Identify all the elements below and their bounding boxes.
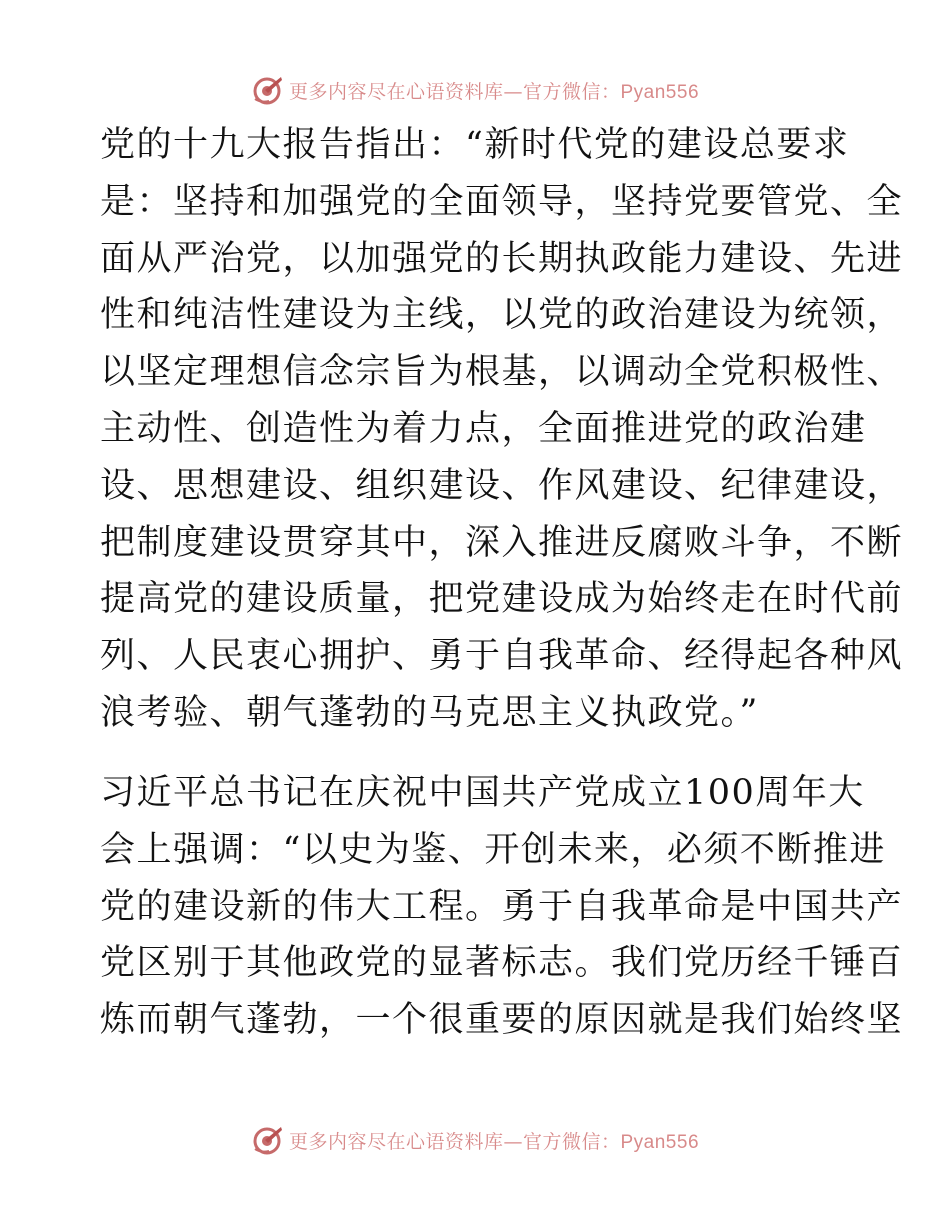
watermark-text [289,1127,699,1154]
text-line: 提高党的建设质量，把党建设成为始终走在时代前 [100,579,904,620]
text-line: 习近平总书记在庆祝中国共产党成立100周年大 [100,773,865,813]
paragraph-2 [100,765,904,1049]
watermark-dash: — [503,1130,523,1153]
seal-logo-icon [251,73,285,107]
paragraph-1 [100,117,904,742]
watermark-dash: — [503,80,523,103]
text-line: 是：坚持和加强党的全面领导，坚持党要管党、全 [100,181,904,222]
text-line: 党区别于其他政党的显著标志。我们党历经千锤百 [100,943,904,984]
watermark-contact-id: Pyan556 [620,81,700,103]
header-watermark [0,70,950,110]
watermark-contact-label: 官方微信： [522,80,621,103]
text-line: 设、思想建设、组织建设、作风建设、纪律建设， [100,465,904,506]
text-line: 面从严治党，以加强党的长期执政能力建设、先进 [100,238,904,279]
watermark-brand: 更多内容尽在心语资料库 [288,1130,504,1153]
text-line: 会上强调：“以史为鉴、开创未来，必须不断推进 [100,829,886,870]
text-line: 党的建设新的伟大工程。勇于自我革命是中国共产 [100,886,904,927]
text-line: 列、人民衷心拥护、勇于自我革命、经得起各种风 [100,636,904,677]
watermark-contact-label: 官方微信： [522,1130,621,1153]
text-line: 性和纯洁性建设为主线，以党的政治建设为统领， [100,295,904,336]
seal-logo-icon [251,1123,285,1157]
watermark-brand: 更多内容尽在心语资料库 [288,80,504,103]
text-line: 主动性、创造性为着力点，全面推进党的政治建 [100,408,867,449]
text-line: 党的十九大报告指出：“新时代党的建设总要求 [100,125,850,165]
watermark-contact-id: Pyan556 [620,1131,700,1153]
footer-watermark [0,1120,950,1160]
text-line: 炼而朝气蓬勃，一个很重要的原因就是我们始终坚 [100,1000,904,1041]
watermark-text [289,77,699,104]
text-line: 以坚定理想信念宗旨为根基，以调动全党积极性、 [100,352,904,393]
text-line: 浪考验、朝气蓬勃的马克思主义执政党。” [100,692,759,733]
text-line: 把制度建设贯穿其中，深入推进反腐败斗争，不断 [100,522,904,563]
